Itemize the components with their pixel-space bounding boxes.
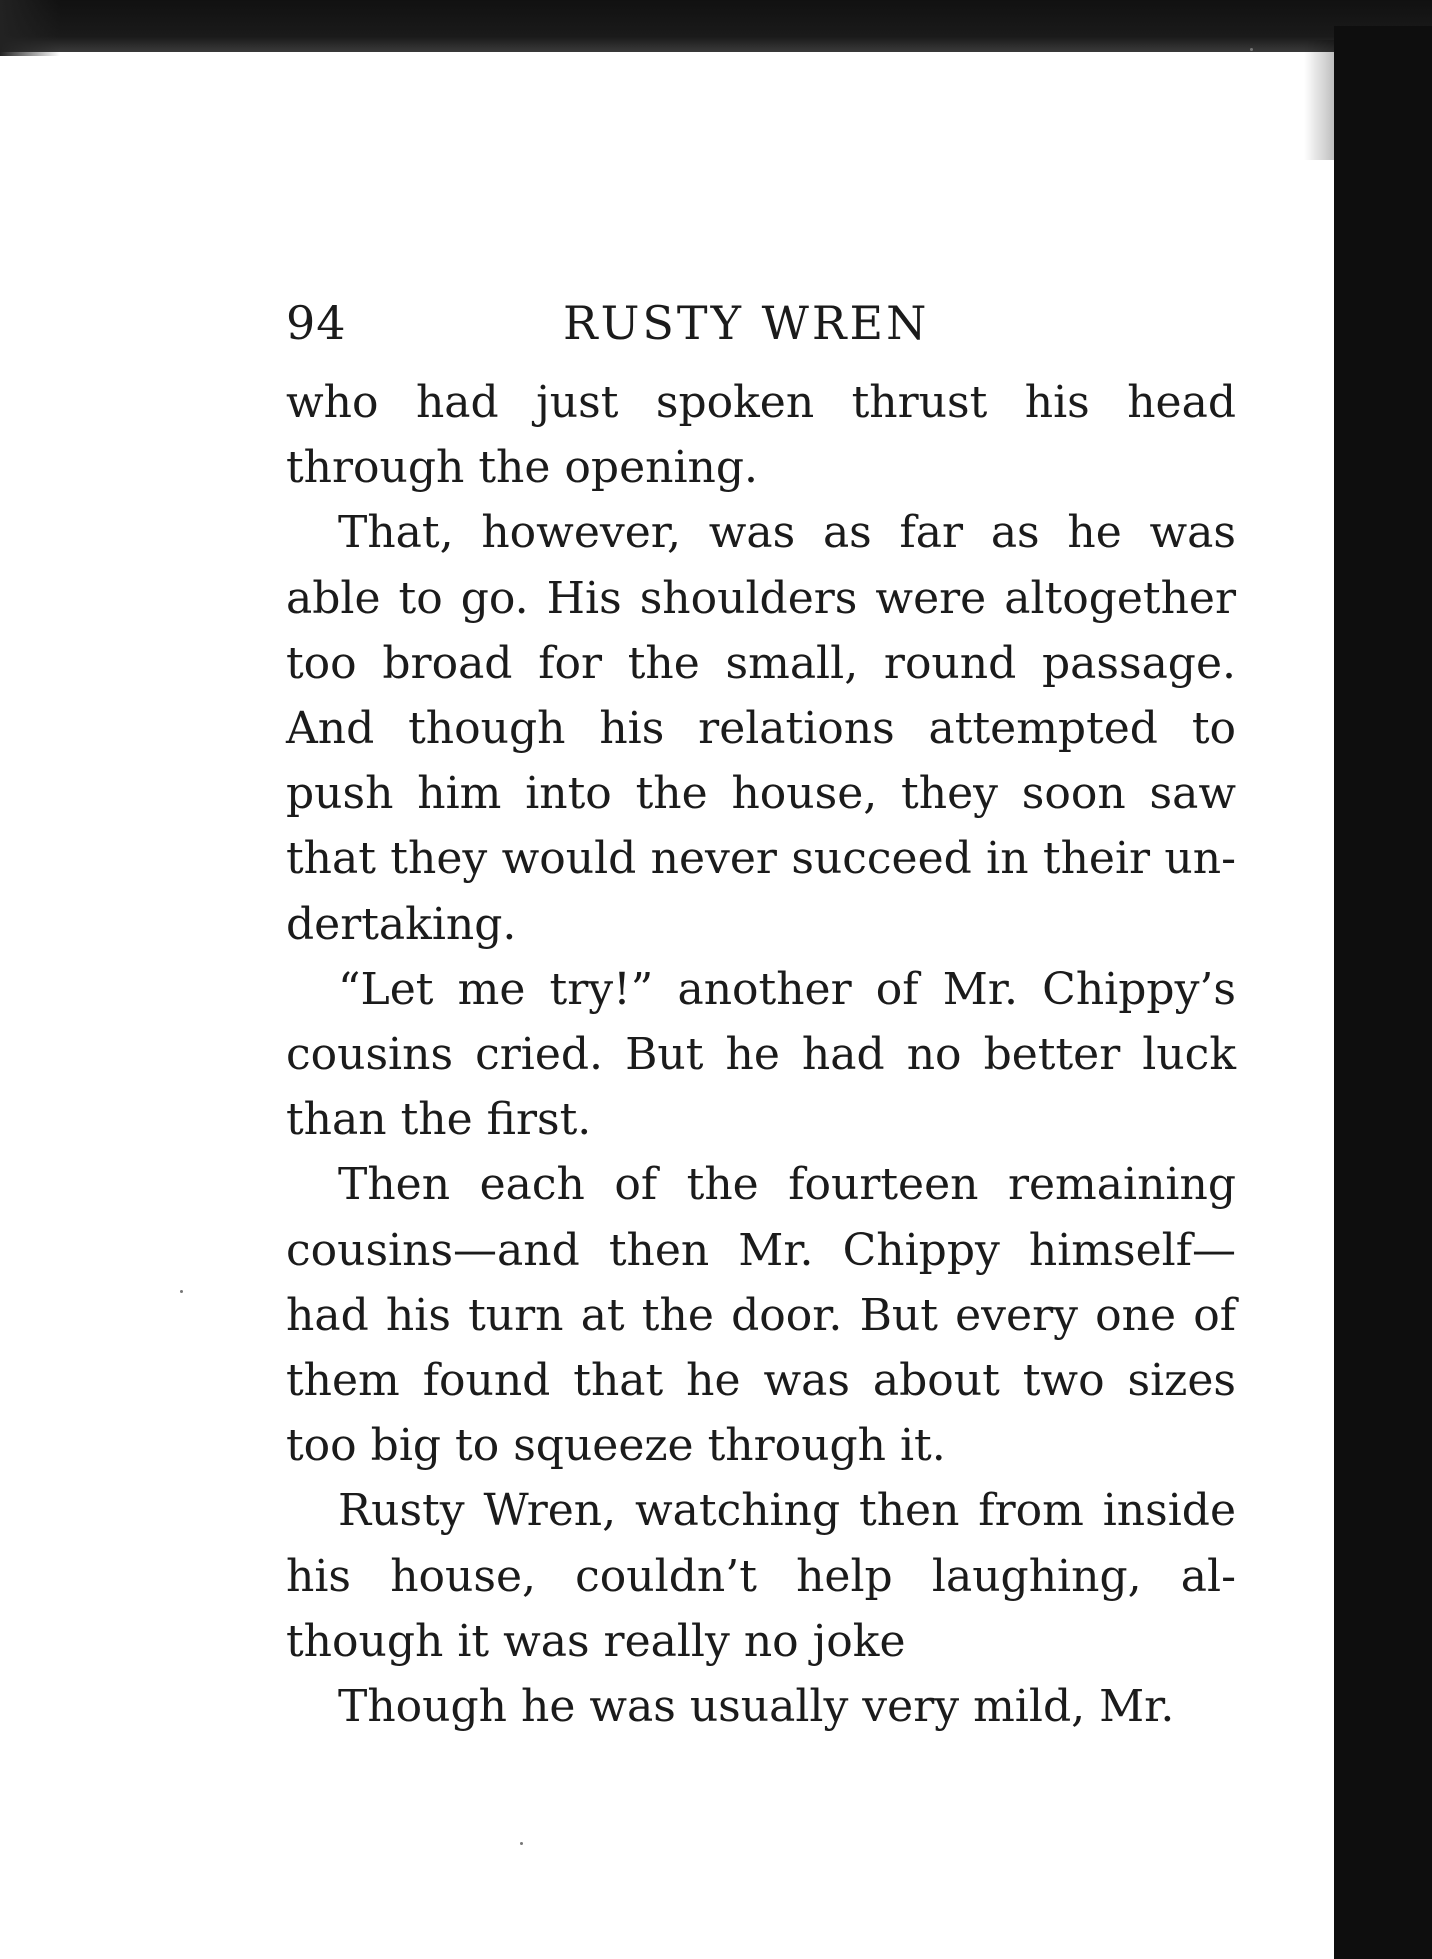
scan-speck: [1250, 48, 1253, 51]
paragraph: “Let me try!” another of Mr. Chippy’s cousins cried. But he had no better luck than the first.: [286, 963, 1236, 1146]
paragraph-continued: who had just spoken thrust his head through the opening.: [286, 377, 1236, 494]
book-title: RUSTY WREN: [563, 296, 930, 350]
paragraph: Rusty Wren, watching then from inside his house, couldn’t help laughing, although it was really no joke: [286, 1485, 1236, 1667]
paragraph: Though he was usually very mild, Mr.: [338, 1681, 1175, 1733]
scan-corner-shadow: [0, 0, 60, 56]
paragraph: Then each of the fourteen remaining cousins—and then Mr. Chippy himself—had his turn at the door. But every one of them found that he was about two sizes too big to squeeze through it.: [286, 1159, 1236, 1472]
scan-right-border: [1334, 26, 1432, 1959]
book-page: [286, 290, 1236, 1739]
scan-page-curl-shadow: [1304, 40, 1334, 160]
scan-speck: [520, 1842, 523, 1845]
page-number: 94: [286, 296, 347, 350]
scan-speck: [180, 1290, 183, 1293]
body-text: [286, 370, 1236, 1739]
scan-top-border: [0, 0, 1432, 52]
paragraph: That, however, was as far as he was able to go. His shoulders were altogether too broad for the small, round passage. And though his relations attempted to push him into the house, they soon saw that they would never succeed in their undertaking.: [286, 507, 1236, 950]
running-head: [286, 290, 1236, 356]
